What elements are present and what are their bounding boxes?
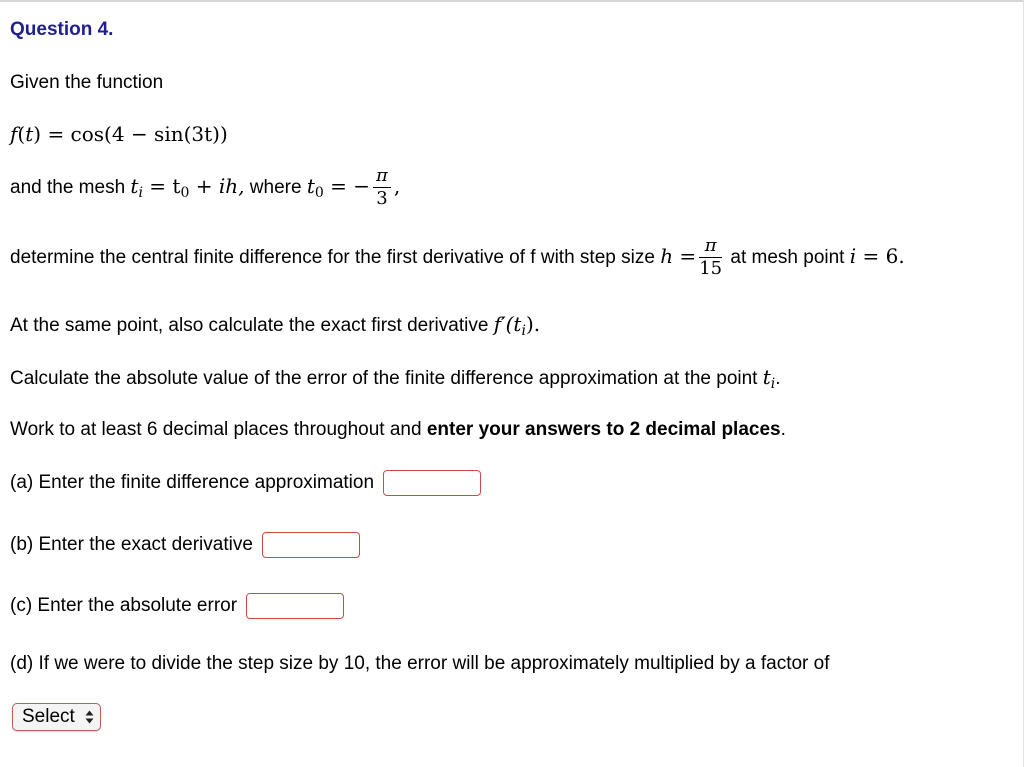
select-button[interactable] — [12, 703, 101, 731]
exact-derivative-line — [10, 312, 540, 343]
error-sub: i — [770, 376, 776, 392]
part-b-label: (b) Enter the exact derivative — [10, 534, 253, 556]
mesh-line — [10, 166, 400, 209]
where-text: where — [249, 177, 302, 198]
mesh-sub-0: 0 — [180, 185, 190, 201]
central-text: determine the central finite difference for the first derivative of f with step size — [10, 247, 655, 268]
mesh-t: t — [130, 174, 139, 198]
t0-sub: 0 — [314, 185, 324, 201]
part-b-input[interactable] — [262, 532, 360, 558]
function-definition: f(t) = cos(4 − sin(3t)) — [10, 122, 228, 146]
h-frac-den: 15 — [699, 258, 723, 279]
part-c-input[interactable] — [246, 593, 344, 619]
decimals-line — [10, 418, 786, 442]
i-eq: = 6. — [856, 244, 905, 268]
t0-frac-num: π — [373, 166, 391, 188]
part-a-label: (a) Enter the finite difference approximation — [10, 472, 375, 494]
error-line — [10, 365, 781, 396]
decimals-bold: enter your answers to 2 decimal places — [426, 419, 781, 440]
t0-t: t — [306, 174, 315, 198]
exact-text: At the same point, also calculate the exact first derivative — [10, 315, 489, 336]
mesh-text: and the mesh — [10, 177, 126, 198]
h-frac-num: π — [699, 236, 722, 258]
error-dot: . — [775, 368, 781, 389]
central-diff-line — [10, 236, 905, 279]
t0-eq: = − — [323, 174, 371, 198]
part-a-input[interactable] — [383, 470, 481, 496]
decimals-text: Work to at least 6 decimal places throughout and — [10, 419, 422, 440]
fprime-close: ). — [525, 312, 541, 336]
decimals-dot: . — [780, 419, 786, 440]
mesh-sub-i: i — [138, 185, 143, 201]
select-label: Select — [22, 706, 75, 727]
mesh-point-text: at mesh point — [730, 247, 845, 268]
factor-select[interactable] — [12, 703, 101, 731]
error-t: t — [762, 365, 771, 389]
h-fraction — [699, 236, 722, 279]
top-divider — [0, 0, 1024, 2]
h-label: h — [660, 244, 674, 268]
t0-trail: , — [393, 174, 401, 198]
function-rhs: = cos(4 − sin(3t)) — [47, 122, 228, 146]
intro-text: Given the function — [10, 72, 164, 93]
fprime: f′(t — [493, 312, 522, 336]
function-name: f — [10, 122, 18, 146]
updown-arrows-icon — [85, 710, 94, 724]
part-c-label: (c) Enter the absolute error — [10, 595, 238, 617]
mesh-eq: = t — [142, 174, 181, 198]
mesh-plus: + ih, — [189, 174, 245, 198]
error-text: Calculate the absolute value of the error of the finite difference approximation at the point — [10, 368, 758, 389]
t0-frac-den: 3 — [376, 188, 388, 209]
part-a — [10, 470, 481, 496]
function-var: t — [25, 122, 34, 146]
fprime-sub: i — [521, 323, 526, 339]
h-eq: = — [673, 244, 697, 268]
part-c — [10, 593, 344, 619]
i-label: i — [849, 244, 857, 268]
question-title: Question 4. — [10, 19, 114, 40]
part-d-label: (d) If we were to divide the step size by 10, the error will be approximately multiplied by a factor of — [10, 653, 830, 674]
t0-fraction — [373, 166, 391, 209]
part-b — [10, 532, 360, 558]
